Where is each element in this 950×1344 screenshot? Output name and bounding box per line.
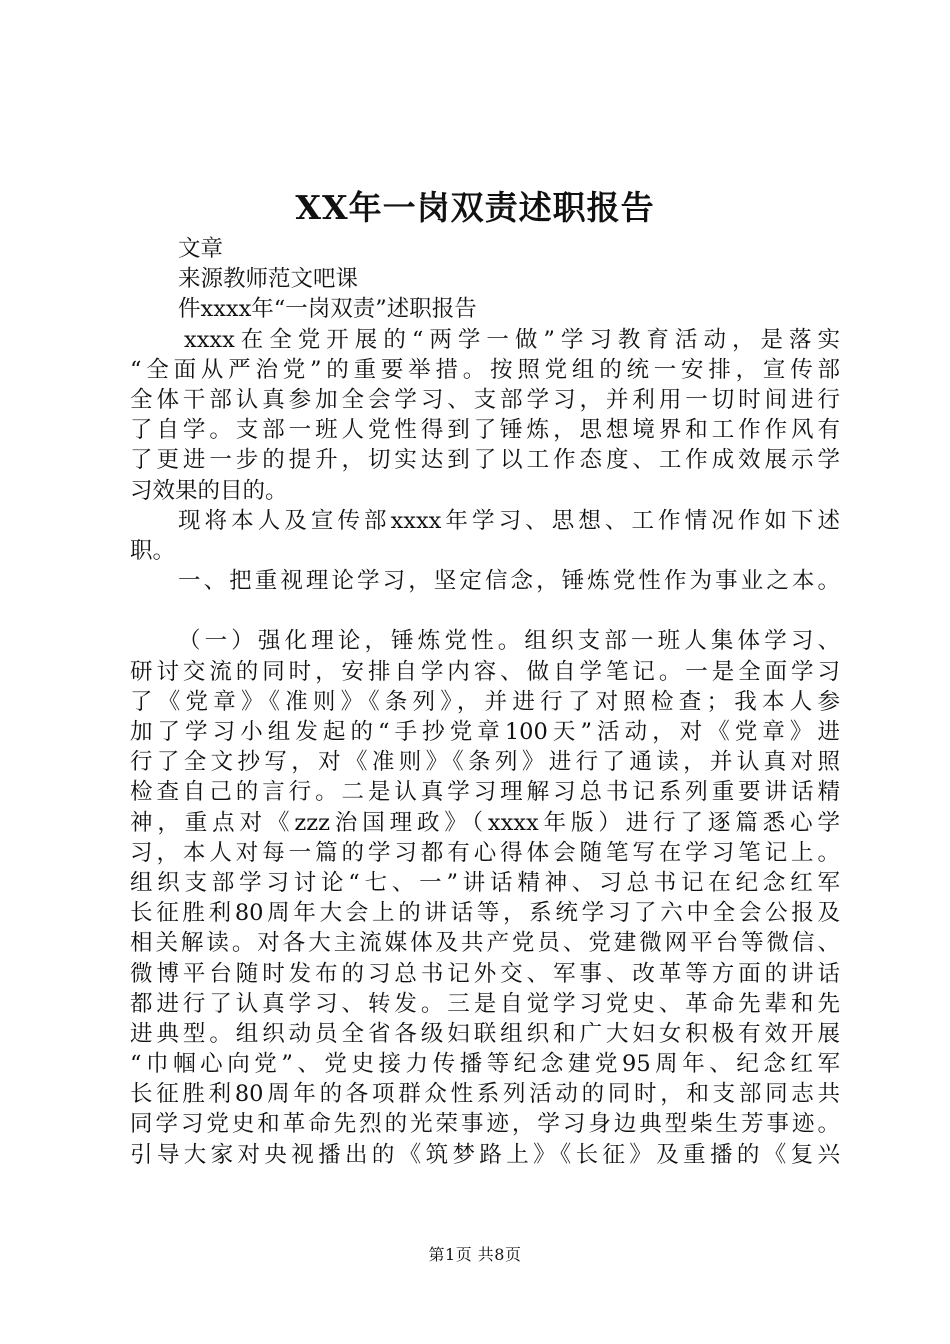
paragraph-line: 长征胜利80周年大会上的讲话等，系统学习了六中全会公报及: [130, 900, 840, 927]
section-heading: 一、把重视理论学习，坚定信念，锤炼党性作为事业之本。: [178, 568, 840, 595]
paragraph-line: 进典型。组织动员全省各级妇联组织和广大妇女积极有效开展: [130, 1020, 840, 1047]
paragraph-line: “全面从严治党”的重要举措。按照党组的统一安排，宣传部: [130, 356, 840, 383]
paragraph-line: 现将本人及宣传部xxxx年学习、思想、工作情况作如下述: [178, 507, 840, 534]
paragraph-line: 神，重点对《zzz治国理政》（xxxx年版）进行了逐篇悉心学: [130, 809, 840, 836]
paragraph-line: 检查自己的言行。二是认真学习理解习总书记系列重要讲话精: [130, 779, 840, 806]
paragraph-line: 加了学习小组发起的“手抄党章100天”活动，对《党章》进: [130, 719, 840, 745]
document-title: XX年一岗双责述职报告: [295, 188, 655, 227]
paragraph-line: xxxx在全党开展的“两学一做”学习教育活动，是落实: [184, 326, 840, 353]
paragraph-line: 引导大家对央视播出的《筑梦路上》《长征》及重播的《复兴: [130, 1141, 840, 1168]
paragraph-line: （一）强化理论，锤炼党性。组织支部一班人集体学习、: [178, 628, 840, 655]
paragraph-line: 习效果的目的。: [130, 477, 288, 504]
paragraph-line: 了《党章》《准则》《条列》，并进行了对照检查；我本人参: [130, 688, 840, 715]
paragraph-line: 组织支部学习讨论“七、一”讲话精神、习总书记在纪念红军: [130, 869, 840, 896]
paragraph-line: 相关解读。对各大主流媒体及共产党员、党建微网平台等微信、: [130, 930, 840, 957]
paragraph-line: 都进行了认真学习、转发。三是自觉学习党史、革命先辈和先: [130, 990, 840, 1017]
document-body: [130, 234, 840, 1170]
blank-line: [130, 596, 840, 626]
meta-line: 件xxxx年“一岗双责”述职报告: [178, 296, 477, 323]
page-footer: 第1页 共8页: [428, 1245, 522, 1264]
paragraph-line: 了更进一步的提升，切实达到了以工作态度、工作成效展示学: [130, 447, 840, 474]
paragraph-line: 了自学。支部一班人党性得到了锤炼，思想境界和工作作风有: [130, 417, 840, 444]
meta-line: 来源教师范文吧课: [178, 266, 359, 293]
paragraph-line: 研讨交流的同时，安排自学内容、做自学笔记。一是全面学习: [130, 658, 840, 685]
meta-line: 文章: [178, 236, 224, 262]
paragraph-line: 长征胜利80周年的各项群众性系列活动的同时，和支部同志共: [130, 1081, 840, 1108]
paragraph-line: “巾帼心向党”、党史接力传播等纪念建党95周年、纪念红军: [130, 1051, 840, 1078]
paragraph-line: 全体干部认真参加全会学习、支部学习，并利用一切时间进行: [130, 386, 840, 413]
paragraph-line: 习，本人对每一篇的学习都有心得体会随笔写在学习笔记上。: [130, 839, 840, 866]
paragraph-line: 同学习党史和革命先烈的光荣事迹，学习身边典型柴生芳事迹。: [130, 1111, 840, 1138]
paragraph-line: 职。: [130, 537, 176, 564]
paragraph-line: 微博平台随时发布的习总书记外交、军事、改革等方面的讲话: [130, 960, 840, 987]
paragraph-line: 行了全文抄写，对《准则》《条列》进行了通读，并认真对照: [130, 749, 840, 776]
